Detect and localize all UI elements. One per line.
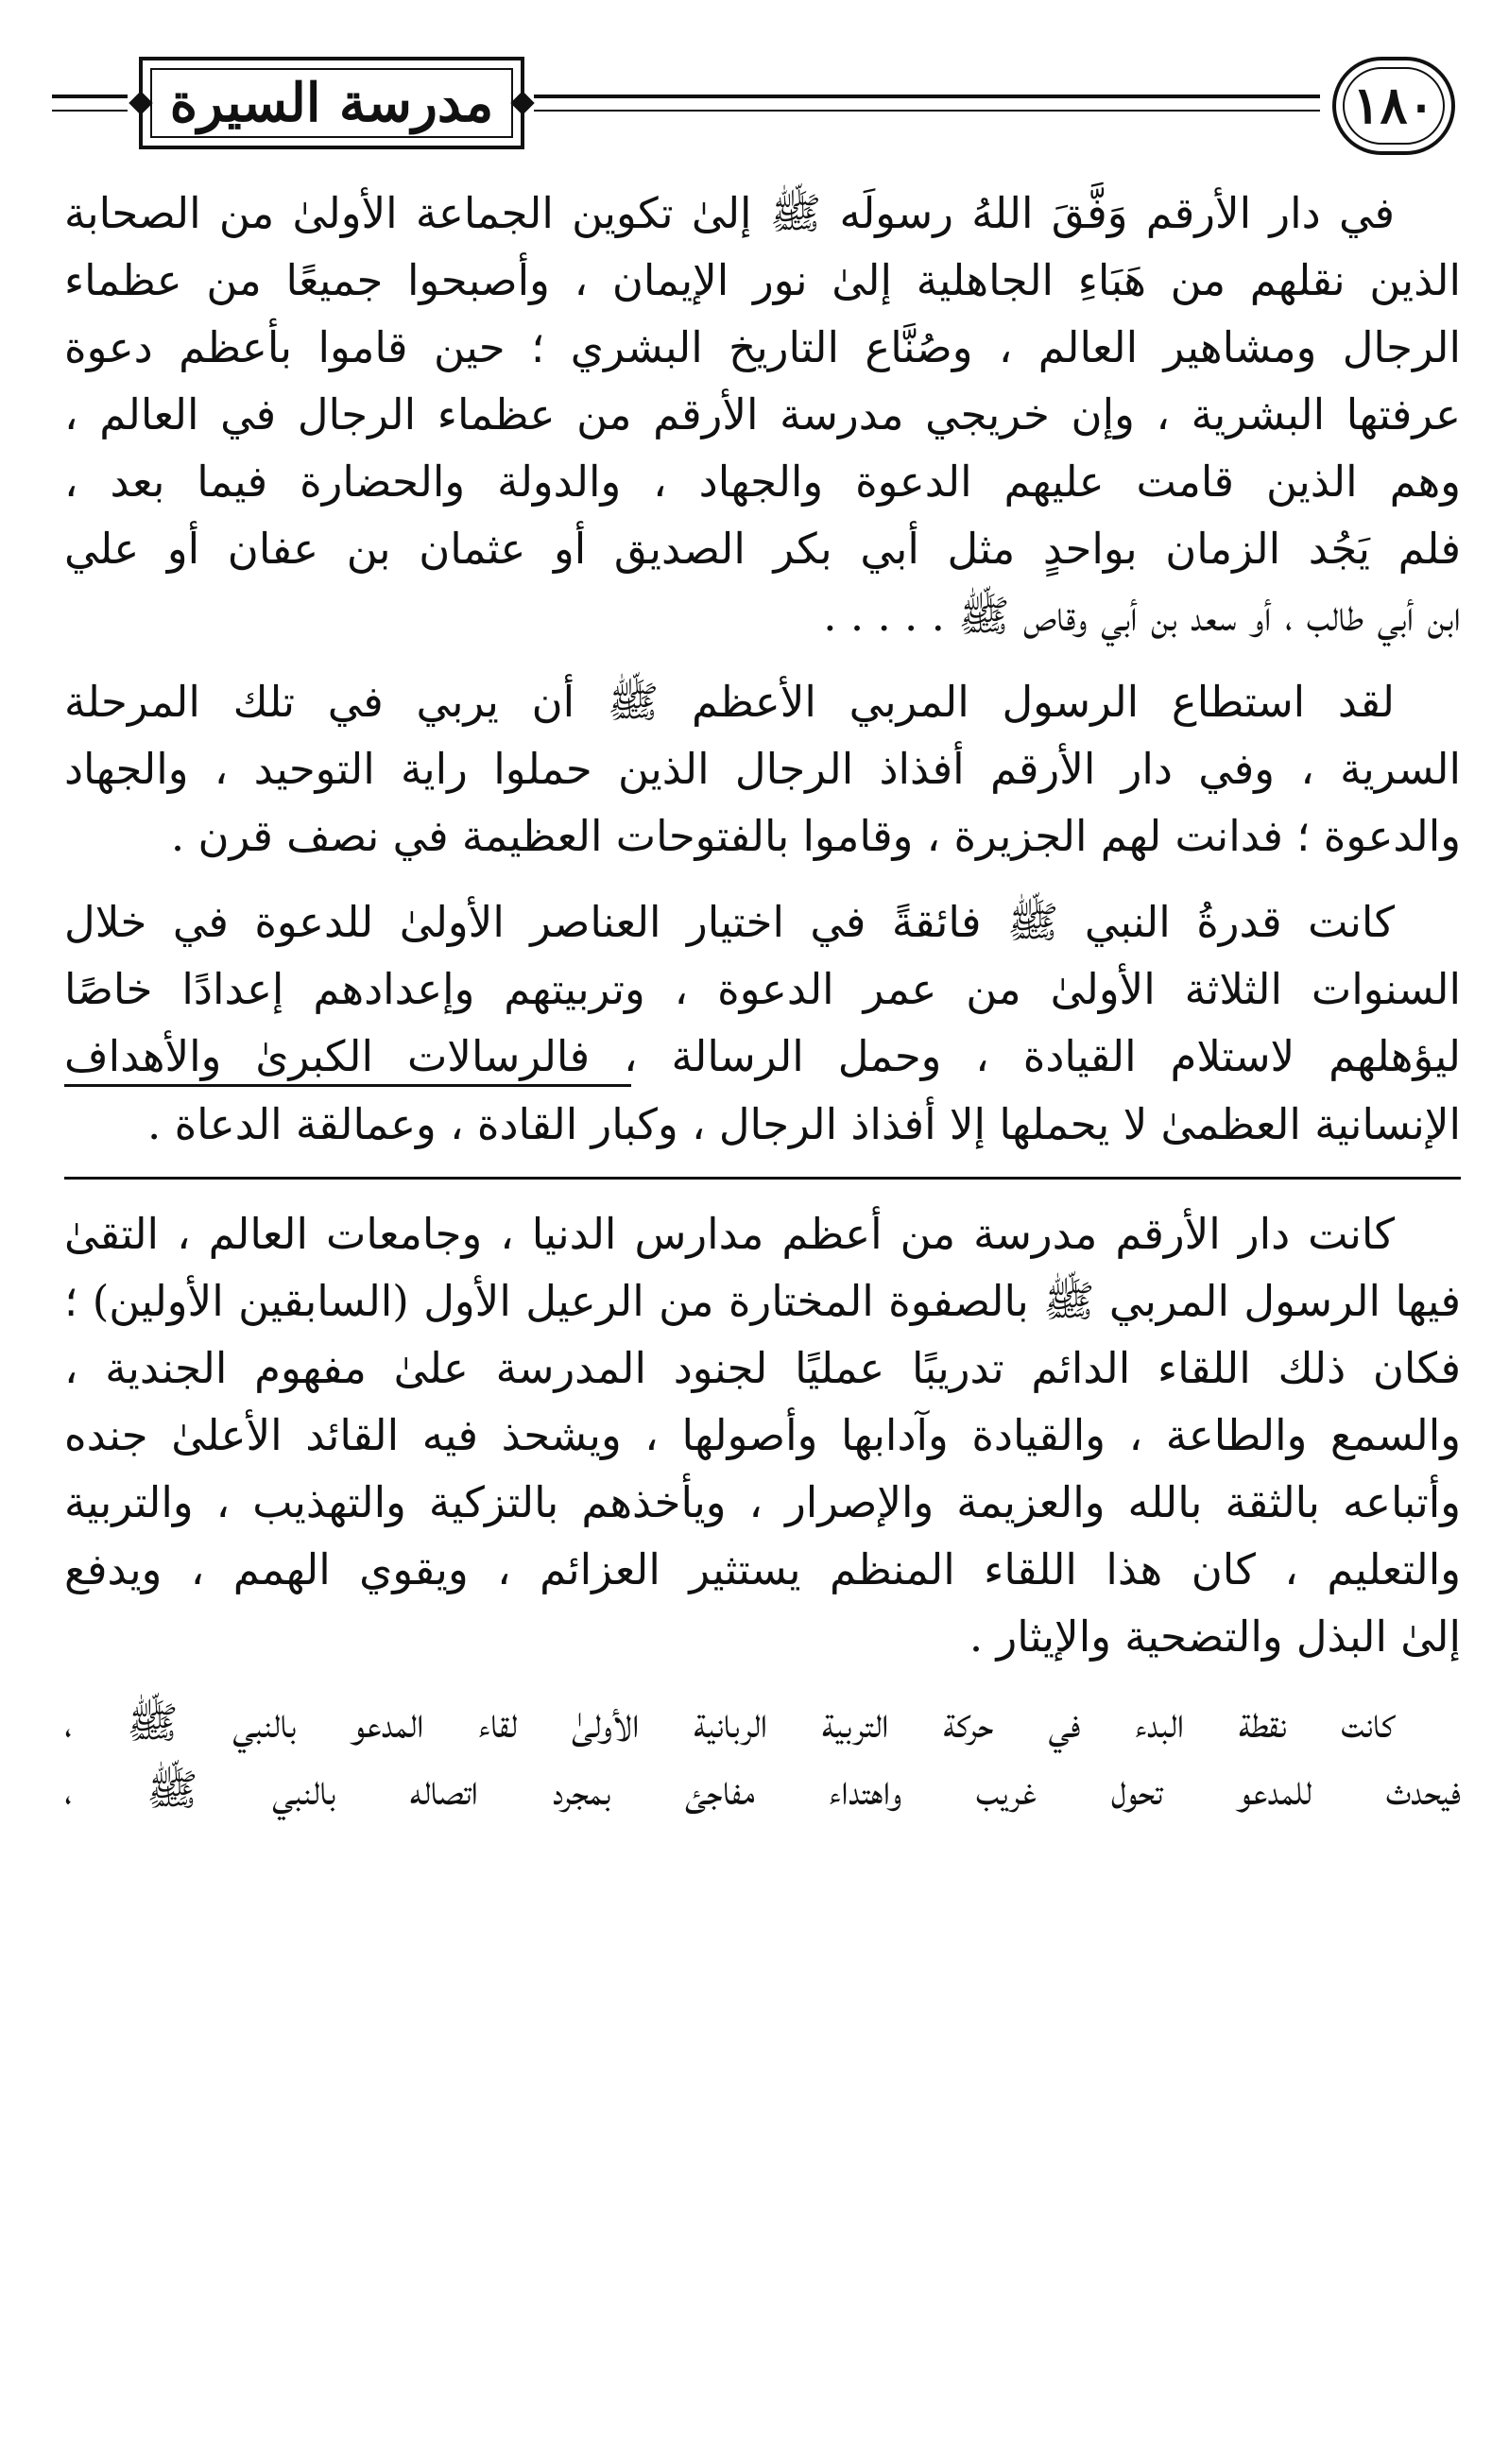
text-line: فيحدث للمدعو تحول غريب واهتداء مفاجئ بمجرد اتصاله بالنبي ﷺ ،	[64, 1765, 1461, 1815]
text-line: والسمع والطاعة ، والقيادة وآدابها وأصولها ، ويشحذ فيه القائد الأعلىٰ جنده	[64, 1410, 1461, 1460]
header-rule	[52, 95, 128, 98]
text-line: وأتباعه بالثقة بالله والعزيمة والإصرار ، ويأخذهم بالتزكية والتهذيب ، والتربية	[64, 1477, 1461, 1527]
text-line: الرجال ومشاهير العالم ، وصُنَّاع التاريخ البشري ؛ حين قاموا بأعظم دعوة	[64, 322, 1461, 372]
page-header	[52, 57, 1460, 161]
text-line: لقد استطاع الرسول المربي الأعظم ﷺ أن يربي في تلك المرحلة	[64, 677, 1395, 727]
text-line: وهم الذين قامت عليهم الدعوة والجهاد ، والدولة والحضارة فيما بعد ،	[64, 457, 1461, 507]
text-line: الذين نقلهم من هَبَاءِ الجاهلية إلىٰ نور الإيمان ، وأصبحوا جميعًا من عظماء	[64, 255, 1461, 305]
header-rule	[52, 110, 128, 112]
text-line: ليؤهلهم لاستلام القيادة ، وحمل الرسالة ، فالرسالات الكبرىٰ والأهداف	[64, 1031, 1461, 1081]
paragraph	[64, 888, 1461, 1158]
text-line: فكان ذلك اللقاء الدائم تدريبًا عمليًا لجنود المدرسة علىٰ مفهوم الجندية ،	[64, 1343, 1461, 1393]
text-line: السرية ، وفي دار الأرقم أفذاذ الرجال الذين حملوا راية التوحيد ، والجهاد	[64, 744, 1461, 794]
paragraph	[64, 180, 1461, 649]
text-line: كانت قدرةُ النبي ﷺ فائقةً في اختيار العناصر الأولىٰ للدعوة في خلال	[64, 897, 1395, 947]
book-title: مدرسة السيرة	[169, 72, 494, 134]
paragraph	[64, 668, 1461, 870]
paragraph	[64, 1200, 1461, 1670]
text-line: والدعوة ؛ فدانت لهم الجزيرة ، وقاموا بالفتوحات العظيمة في نصف قرن .	[170, 811, 1461, 861]
text-line: فيها الرسول المربي ﷺ بالصفوة المختارة من الرعيل الأول (السابقين الأولين) ؛	[64, 1276, 1461, 1326]
page-number-badge	[1332, 57, 1455, 155]
text-line: عرفتها البشرية ، وإن خريجي مدرسة الأرقم من عظماء الرجال في العالم ،	[64, 389, 1461, 439]
book-title-frame	[139, 57, 524, 149]
text-line: إلىٰ البذل والتضحية والإيثار .	[969, 1611, 1461, 1662]
text-line: الإنسانية العظمىٰ لا يحملها إلا أفذاذ الرجال ، وكبار القادة ، وعمالقة الدعاة .	[146, 1099, 1461, 1149]
text-line: فلم يَجُد الزمان بواحدٍ مثل أبي بكر الصديق أو عثمان بن عفان أو علي	[64, 524, 1461, 574]
text-line: كانت دار الأرقم مدرسة من أعظم مدارس الدنيا ، وجامعات العالم ، التقىٰ	[64, 1209, 1395, 1259]
separator-rule	[64, 1177, 1461, 1180]
page-number: ١٨٠	[1352, 75, 1435, 135]
text-line: والتعليم ، كان هذا اللقاء المنظم يستثير العزائم ، ويقوي الهمم ، ويدفع	[64, 1544, 1461, 1594]
paragraph	[64, 1689, 1461, 1823]
page-body	[64, 180, 1461, 1842]
header-rule	[534, 110, 1320, 112]
text-line: السنوات الثلاثة الأولىٰ من عمر الدعوة ، وتربيتهم وإعدادهم إعدادًا خاصًا	[64, 964, 1461, 1014]
text-line: في دار الأرقم وَفَّقَ اللهُ رسولَه ﷺ إلىٰ تكوين الجماعة الأولىٰ من الصحابة	[64, 188, 1395, 238]
header-rule	[534, 95, 1320, 98]
text-line: كانت نقطة البدء في حركة التربية الربانية الأولىٰ لقاء المدعو بالنبي ﷺ ،	[64, 1697, 1395, 1748]
text-line: ابن أبي طالب ، أو سعد بن أبي وقاص ﷺ . . . . .	[823, 591, 1461, 641]
